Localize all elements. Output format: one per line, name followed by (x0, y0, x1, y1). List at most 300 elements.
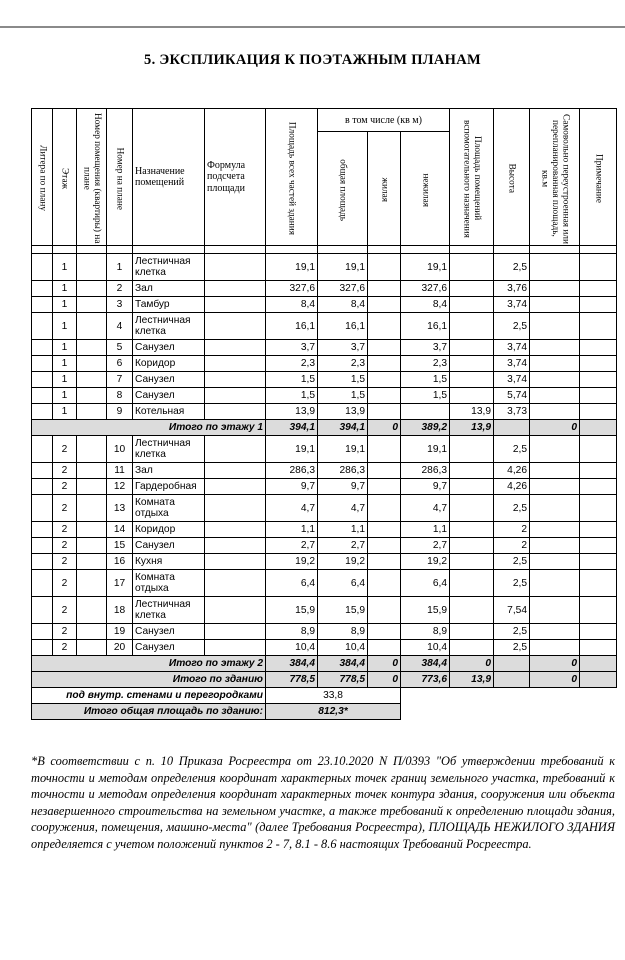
cell-plan-number: 12 (107, 479, 133, 495)
cell-formula (205, 495, 266, 522)
cell-residential (368, 340, 401, 356)
cell-residential (368, 570, 401, 597)
cell-floor: 2 (53, 495, 77, 522)
cell-unauthorized (530, 538, 580, 554)
cell-height: 2,5 (494, 436, 530, 463)
table-row (32, 313, 617, 340)
header-residential: жилая (368, 132, 401, 246)
cell-total-area: 19,2 (266, 554, 318, 570)
table-row (32, 356, 617, 372)
cell-floor: 1 (53, 372, 77, 388)
cell-common-area: 2,3 (318, 356, 368, 372)
cell-formula (205, 597, 266, 624)
cell-common-area: 19,1 (318, 254, 368, 281)
cell-auxiliary (450, 436, 494, 463)
cell-total-area: 286,3 (266, 463, 318, 479)
cell-auxiliary: 13,9 (450, 404, 494, 420)
header-etazh: Этаж (53, 109, 77, 246)
cell-plan-number: 9 (107, 404, 133, 420)
cell-formula (205, 479, 266, 495)
cell-common-area: 3,7 (318, 340, 368, 356)
cell-residential (368, 404, 401, 420)
cell-height: 2,5 (494, 624, 530, 640)
cell-common-area: 8,4 (318, 297, 368, 313)
cell-litera (32, 297, 53, 313)
cell-plan-number: 17 (107, 570, 133, 597)
cell-height: 3,74 (494, 372, 530, 388)
cell-non-residential: 6,4 (401, 570, 450, 597)
cell-purpose: Гардеробная (133, 479, 205, 495)
table-row (32, 404, 617, 420)
cell-plan-number: 10 (107, 436, 133, 463)
cell-residential (368, 597, 401, 624)
cell-floor: 1 (53, 313, 77, 340)
cell-floor: 1 (53, 254, 77, 281)
header-unauthorized: Самовольно переустроенная или перепланированная площадь, кв.м (530, 109, 580, 246)
cell-note (580, 254, 617, 281)
cell-floor: 2 (53, 463, 77, 479)
cell-unauthorized (530, 463, 580, 479)
cell-purpose: Санузел (133, 640, 205, 656)
cell-height: 2,5 (494, 495, 530, 522)
cell-room-number (77, 388, 107, 404)
blank-cell (494, 688, 530, 704)
cell-height: 2,5 (494, 254, 530, 281)
cell-formula (205, 436, 266, 463)
cell-formula (205, 254, 266, 281)
cell-residential (368, 436, 401, 463)
cell-non-residential: 15,9 (401, 597, 450, 624)
cell-common-area: 1,5 (318, 372, 368, 388)
cell-litera (32, 356, 53, 372)
cell-total-area: 1,5 (266, 372, 318, 388)
cell-common-area: 16,1 (318, 313, 368, 340)
cell-litera (32, 640, 53, 656)
cell-unauthorized (530, 436, 580, 463)
cell-residential (368, 254, 401, 281)
cell-auxiliary (450, 554, 494, 570)
cell-floor: 1 (53, 388, 77, 404)
cell-total-area: 1,1 (266, 522, 318, 538)
cell-unauthorized (530, 388, 580, 404)
spacer-cell (266, 246, 318, 254)
cell-plan-number: 20 (107, 640, 133, 656)
cell-purpose: Санузел (133, 538, 205, 554)
cell-unauthorized (530, 495, 580, 522)
table-row (32, 372, 617, 388)
cell-formula (205, 340, 266, 356)
cell-formula (205, 570, 266, 597)
summary-row (32, 656, 617, 672)
footnote: *В соответствии с п. 10 Приказа Росреестра от 23.10.2020 N П/0393 "Об утверждении требований к точности и методам определения координат характерных точек границ земельного участка, требований к точности и методам определения координат характерных точек контура здания, сооружения или объекта незавершенного строительства на земельном участке, а также требований к определению площади здания, сооружения, помещения, машино-места" (далее Требования Росреестра), ПЛОЩАДЬ НЕЖИЛОГО ЗДАНИЯ определяется с учетом положений пунктов 2 - 7, 8.1 - 8.6 настоящих Требований Росреестра. (31, 754, 615, 851)
header-total-area: Площадь всех частей здания (266, 109, 318, 246)
cell-formula (205, 404, 266, 420)
cell-note (580, 597, 617, 624)
cell-unauthorized: 0 (530, 672, 580, 688)
cell-note (580, 570, 617, 597)
cell-floor: 2 (53, 522, 77, 538)
top-divider-line (0, 26, 625, 28)
cell-litera (32, 436, 53, 463)
cell-room-number (77, 463, 107, 479)
cell-purpose: Комната отдыха (133, 570, 205, 597)
cell-total-area: 2,7 (266, 538, 318, 554)
cell-purpose: Зал (133, 463, 205, 479)
cell-floor: 2 (53, 479, 77, 495)
cell-note (580, 554, 617, 570)
cell-height: 3,76 (494, 281, 530, 297)
summary-label: Итого по этажу 2 (32, 656, 266, 672)
cell-auxiliary (450, 570, 494, 597)
header-common-area: общая площадь (318, 132, 368, 246)
cell-floor: 1 (53, 404, 77, 420)
cell-height: 7,54 (494, 597, 530, 624)
cell-purpose: Котельная (133, 404, 205, 420)
cell-formula (205, 372, 266, 388)
cell-common-area: 6,4 (318, 570, 368, 597)
cell-room-number (77, 340, 107, 356)
table-row (32, 281, 617, 297)
cell-room-number (77, 479, 107, 495)
blank-cell (401, 688, 450, 704)
cell-residential (368, 388, 401, 404)
table-row (32, 436, 617, 463)
cell-plan-number: 6 (107, 356, 133, 372)
cell-room-number (77, 254, 107, 281)
cell-auxiliary (450, 479, 494, 495)
cell-litera (32, 404, 53, 420)
cell-height: 4,26 (494, 463, 530, 479)
cell-plan-number: 14 (107, 522, 133, 538)
spacer-cell (494, 246, 530, 254)
cell-auxiliary (450, 313, 494, 340)
table-row (32, 597, 617, 624)
cell-auxiliary (450, 640, 494, 656)
cell-plan-number: 11 (107, 463, 133, 479)
cell-common-area: 1,1 (318, 522, 368, 538)
cell-room-number (77, 372, 107, 388)
cell-formula (205, 388, 266, 404)
cell-purpose: Коридор (133, 522, 205, 538)
cell-floor: 2 (53, 570, 77, 597)
cell-note (580, 372, 617, 388)
summary-row (32, 420, 617, 436)
cell-height: 3,74 (494, 356, 530, 372)
cell-purpose: Санузел (133, 624, 205, 640)
cell-auxiliary: 13,9 (450, 672, 494, 688)
cell-auxiliary (450, 356, 494, 372)
cell-litera (32, 463, 53, 479)
cell-purpose: Санузел (133, 388, 205, 404)
cell-total-area: 19,1 (266, 254, 318, 281)
cell-residential: 0 (368, 420, 401, 436)
cell-litera (32, 254, 53, 281)
cell-room-number (77, 538, 107, 554)
cell-height (494, 672, 530, 688)
cell-formula (205, 624, 266, 640)
cell-total-area: 384,4 (266, 656, 318, 672)
cell-total-area: 15,9 (266, 597, 318, 624)
spacer-cell (205, 246, 266, 254)
cell-residential (368, 281, 401, 297)
cell-auxiliary (450, 463, 494, 479)
cell-height: 2,5 (494, 570, 530, 597)
cell-non-residential: 3,7 (401, 340, 450, 356)
header-note: Примечание (580, 109, 617, 246)
cell-common-area: 19,1 (318, 436, 368, 463)
header-non-residential: нежилая (401, 132, 450, 246)
total-value: 812,3* (266, 704, 401, 720)
blank-cell (580, 704, 617, 720)
cell-residential: 0 (368, 672, 401, 688)
cell-total-area: 16,1 (266, 313, 318, 340)
spacer-cell (107, 246, 133, 254)
cell-litera (32, 522, 53, 538)
cell-unauthorized (530, 372, 580, 388)
cell-total-area: 394,1 (266, 420, 318, 436)
cell-common-area: 15,9 (318, 597, 368, 624)
cell-residential (368, 313, 401, 340)
cell-height: 2 (494, 538, 530, 554)
cell-total-area: 327,6 (266, 281, 318, 297)
cell-note (580, 495, 617, 522)
cell-height: 3,74 (494, 340, 530, 356)
cell-unauthorized (530, 254, 580, 281)
cell-floor: 2 (53, 554, 77, 570)
cell-non-residential: 1,1 (401, 522, 450, 538)
cell-common-area: 2,7 (318, 538, 368, 554)
cell-non-residential: 286,3 (401, 463, 450, 479)
cell-note (580, 404, 617, 420)
page-title: 5. ЭКСПЛИКАЦИЯ К ПОЭТАЖНЫМ ПЛАНАМ (144, 52, 481, 68)
cell-height: 4,26 (494, 479, 530, 495)
cell-formula (205, 538, 266, 554)
cell-purpose: Зал (133, 281, 205, 297)
cell-plan-number: 4 (107, 313, 133, 340)
cell-purpose: Кухня (133, 554, 205, 570)
spacer-cell (318, 246, 368, 254)
blank-cell (530, 704, 580, 720)
cell-common-area: 8,9 (318, 624, 368, 640)
cell-unauthorized (530, 640, 580, 656)
cell-plan-number: 15 (107, 538, 133, 554)
table-row (32, 640, 617, 656)
cell-total-area: 1,5 (266, 388, 318, 404)
cell-formula (205, 313, 266, 340)
cell-litera (32, 624, 53, 640)
table-row (32, 554, 617, 570)
table-row (32, 479, 617, 495)
cell-auxiliary: 13,9 (450, 420, 494, 436)
cell-non-residential (401, 404, 450, 420)
spacer-cell (133, 246, 205, 254)
table-row (32, 624, 617, 640)
cell-note (580, 420, 617, 436)
cell-unauthorized (530, 356, 580, 372)
cell-purpose: Лестничная клетка (133, 597, 205, 624)
cell-formula (205, 640, 266, 656)
table-row (32, 388, 617, 404)
cell-litera (32, 495, 53, 522)
cell-purpose: Санузел (133, 372, 205, 388)
cell-formula (205, 554, 266, 570)
cell-non-residential: 4,7 (401, 495, 450, 522)
cell-total-area: 8,4 (266, 297, 318, 313)
blank-cell (580, 688, 617, 704)
cell-auxiliary (450, 538, 494, 554)
cell-unauthorized: 0 (530, 420, 580, 436)
cell-purpose: Лестничная клетка (133, 313, 205, 340)
cell-residential (368, 479, 401, 495)
cell-unauthorized (530, 554, 580, 570)
cell-non-residential: 8,4 (401, 297, 450, 313)
cell-unauthorized: 0 (530, 656, 580, 672)
cell-non-residential: 384,4 (401, 656, 450, 672)
cell-residential (368, 538, 401, 554)
cell-height: 5,74 (494, 388, 530, 404)
cell-unauthorized (530, 570, 580, 597)
cell-unauthorized (530, 597, 580, 624)
header-including: в том числе (кв м) (318, 109, 450, 132)
explication-table (31, 108, 617, 720)
cell-residential (368, 640, 401, 656)
cell-height: 3,74 (494, 297, 530, 313)
cell-purpose: Лестничная клетка (133, 436, 205, 463)
spacer-cell (32, 246, 53, 254)
cell-height (494, 656, 530, 672)
cell-room-number (77, 404, 107, 420)
cell-room-number (77, 624, 107, 640)
cell-total-area: 3,7 (266, 340, 318, 356)
cell-common-area: 778,5 (318, 672, 368, 688)
cell-plan-number: 2 (107, 281, 133, 297)
cell-non-residential: 2,3 (401, 356, 450, 372)
table-row (32, 463, 617, 479)
cell-formula (205, 297, 266, 313)
cell-note (580, 624, 617, 640)
cell-room-number (77, 495, 107, 522)
cell-room-number (77, 281, 107, 297)
cell-litera (32, 479, 53, 495)
cell-unauthorized (530, 404, 580, 420)
cell-non-residential: 327,6 (401, 281, 450, 297)
cell-total-area: 8,9 (266, 624, 318, 640)
cell-non-residential: 10,4 (401, 640, 450, 656)
cell-plan-number: 3 (107, 297, 133, 313)
cell-litera (32, 388, 53, 404)
cell-floor: 1 (53, 340, 77, 356)
cell-litera (32, 313, 53, 340)
blank-cell (401, 704, 450, 720)
cell-total-area: 19,1 (266, 436, 318, 463)
cell-unauthorized (530, 281, 580, 297)
cell-plan-number: 13 (107, 495, 133, 522)
summary-label: Итого по этажу 1 (32, 420, 266, 436)
blank-cell (494, 704, 530, 720)
cell-auxiliary (450, 254, 494, 281)
blank-cell (530, 688, 580, 704)
cell-formula (205, 281, 266, 297)
cell-formula (205, 356, 266, 372)
walls-value: 33,8 (266, 688, 401, 704)
header-formula: Формула подсчета площади (205, 109, 266, 246)
cell-residential (368, 522, 401, 538)
cell-common-area: 10,4 (318, 640, 368, 656)
cell-formula (205, 463, 266, 479)
cell-common-area: 13,9 (318, 404, 368, 420)
cell-common-area: 1,5 (318, 388, 368, 404)
cell-litera (32, 340, 53, 356)
cell-height: 2,5 (494, 313, 530, 340)
cell-non-residential: 1,5 (401, 372, 450, 388)
cell-non-residential: 8,9 (401, 624, 450, 640)
cell-auxiliary (450, 388, 494, 404)
cell-non-residential: 2,7 (401, 538, 450, 554)
cell-note (580, 313, 617, 340)
cell-note (580, 672, 617, 688)
cell-room-number (77, 436, 107, 463)
cell-formula (205, 522, 266, 538)
cell-note (580, 356, 617, 372)
cell-floor: 2 (53, 597, 77, 624)
cell-litera (32, 554, 53, 570)
spacer-cell (530, 246, 580, 254)
cell-auxiliary (450, 597, 494, 624)
cell-common-area: 394,1 (318, 420, 368, 436)
cell-auxiliary (450, 624, 494, 640)
blank-cell (450, 704, 494, 720)
header-room-number: Номер помещения (квартиры) на плане (77, 109, 107, 246)
cell-note (580, 640, 617, 656)
cell-unauthorized (530, 479, 580, 495)
cell-total-area: 4,7 (266, 495, 318, 522)
cell-unauthorized (530, 297, 580, 313)
spacer-cell (450, 246, 494, 254)
spacer-cell (368, 246, 401, 254)
table-row (32, 538, 617, 554)
cell-floor: 2 (53, 538, 77, 554)
cell-unauthorized (530, 624, 580, 640)
cell-floor: 1 (53, 297, 77, 313)
cell-plan-number: 5 (107, 340, 133, 356)
cell-residential (368, 495, 401, 522)
header-purpose: Назначение помещений (133, 109, 205, 246)
cell-auxiliary (450, 340, 494, 356)
cell-litera (32, 597, 53, 624)
header-plan-number: Номер на плане (107, 109, 133, 246)
cell-auxiliary (450, 281, 494, 297)
cell-note (580, 538, 617, 554)
cell-non-residential: 9,7 (401, 479, 450, 495)
cell-auxiliary (450, 495, 494, 522)
cell-common-area: 327,6 (318, 281, 368, 297)
cell-unauthorized (530, 522, 580, 538)
walls-label: под внутр. стенами и перегородками (32, 688, 266, 704)
cell-non-residential: 19,1 (401, 436, 450, 463)
cell-purpose: Санузел (133, 340, 205, 356)
cell-residential (368, 463, 401, 479)
table-row (32, 254, 617, 281)
cell-plan-number: 8 (107, 388, 133, 404)
cell-total-area: 13,9 (266, 404, 318, 420)
cell-room-number (77, 522, 107, 538)
cell-non-residential: 1,5 (401, 388, 450, 404)
spacer-cell (401, 246, 450, 254)
cell-auxiliary (450, 297, 494, 313)
cell-floor: 2 (53, 624, 77, 640)
cell-floor: 2 (53, 640, 77, 656)
cell-residential (368, 554, 401, 570)
